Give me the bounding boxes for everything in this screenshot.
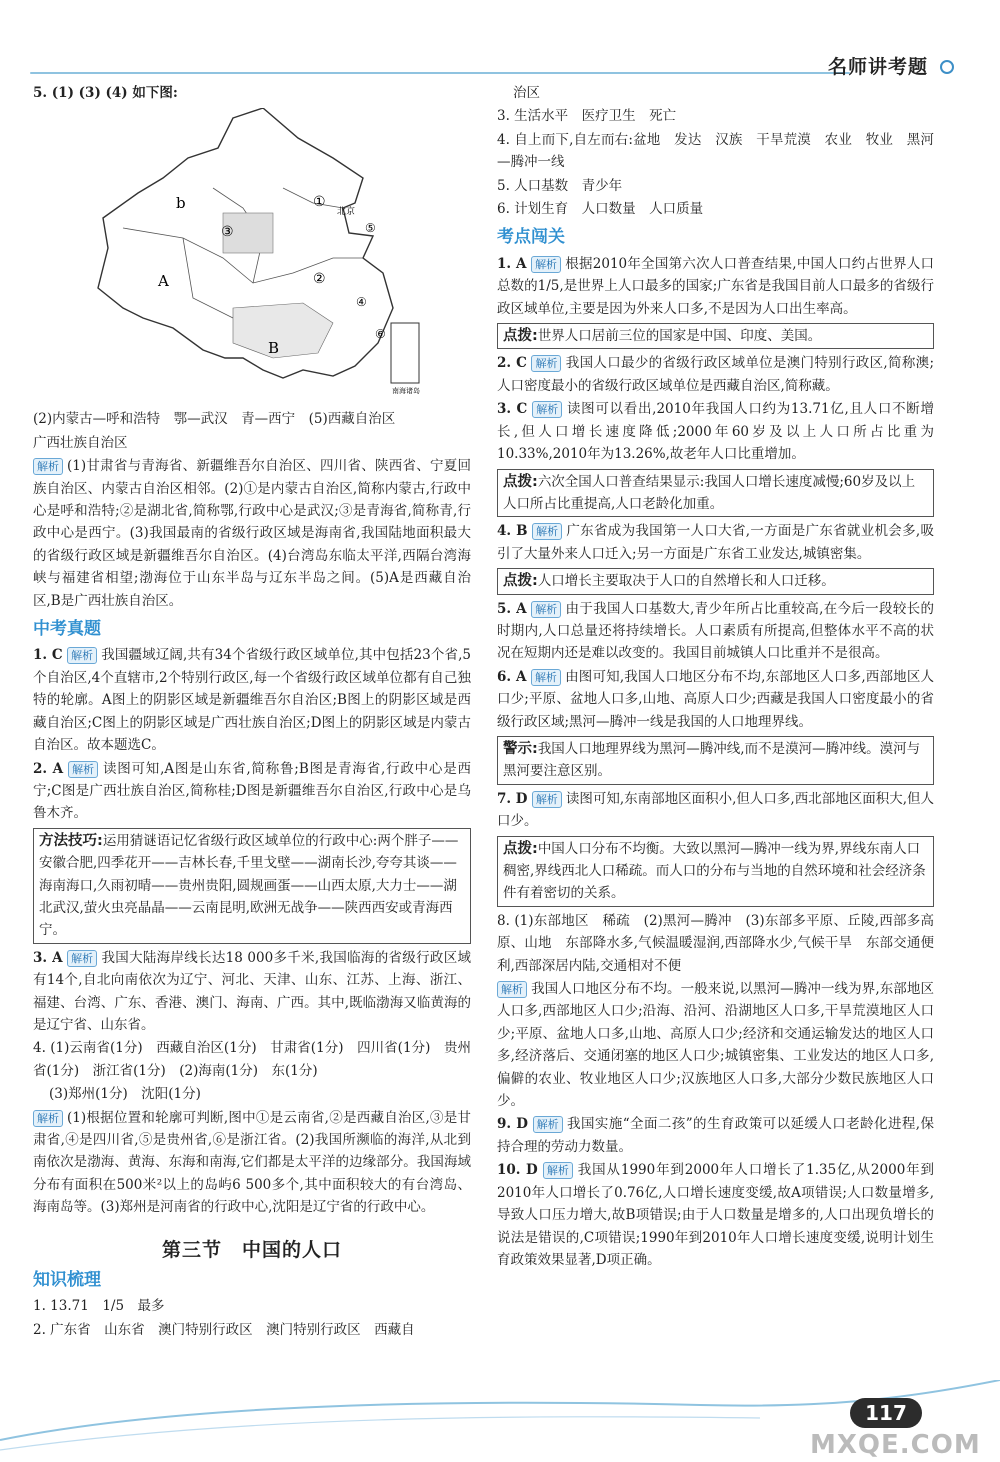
z1-explanation: 我国疆域辽阔,共有34个省级行政区域单位,其中包括23个省,5个自治区,4个直辖市,2个特别行政区,每一个省级行政区域单位都有自己独特的轮廓。A图上的阴影区域是新疆维吾尔自治区;B图上的阴影区域是西藏自治区;C图上的阴影区域是广西壮族自治区;D图上的阴影区域是内蒙古自治区。故本题选C。 bbox=[33, 647, 471, 754]
q5-explanation: (1)甘肃省与青海省、新疆维吾尔自治区、四川省、陕西省、宁夏回族自治区、内蒙古自治区相邻。(2)①是内蒙古自治区,简称内蒙古,行政中心是呼和浩特;②是湖北省,简称鄂,行政中心是武汉;③是青海省,简称青,行政中心是西宁。(3)我国最南的省级行政区域是海南省,我国陆地面积最大的省级行政区域是新疆维吾尔自治区。(4)台湾岛东临太平洋,西隔台湾海峡与福建省相望;渤海位于山东半岛与辽东半岛之间。(5)A是西藏自治区,B是广西壮族自治区。 bbox=[33, 458, 471, 609]
analysis-tag: 解析 bbox=[531, 256, 561, 273]
r3-answer: 3. C bbox=[497, 401, 528, 418]
section-kaodian-title: 考点闯关 bbox=[497, 227, 565, 248]
r2-answer: 2. C bbox=[497, 355, 527, 372]
left-column bbox=[33, 82, 471, 1342]
q5-head: 5. (1) (3) (4) 如下图: bbox=[33, 85, 178, 101]
analysis-tag: 解析 bbox=[531, 601, 561, 618]
analysis-tag: 解析 bbox=[67, 647, 97, 664]
z2-answer: 2. A bbox=[33, 760, 64, 777]
china-map bbox=[93, 108, 423, 400]
analysis-tag: 解析 bbox=[532, 791, 562, 808]
r1-explanation: 根据2010年全国第六次人口普查结果,中国人口约占世界人口总数的1/5,是世界上人口最多的国家;广东省是我国目前人口最多的省级行政区域单位,主要是因为外来人口多,不是因为人口出生率高。 bbox=[497, 255, 934, 317]
inset-label: 南海诸岛 bbox=[392, 387, 420, 396]
r9-answer: 9. D bbox=[497, 1116, 528, 1133]
analysis-tag: 解析 bbox=[531, 669, 561, 686]
tip-text: 人口增长主要取决于人口的自然增长和人口迁移。 bbox=[537, 573, 835, 590]
right-column bbox=[497, 82, 934, 1272]
method-tip-box bbox=[33, 828, 471, 944]
analysis-tag: 解析 bbox=[532, 523, 562, 540]
map-label: ④ bbox=[356, 295, 367, 310]
tip-box bbox=[497, 323, 934, 349]
map-label: ② bbox=[313, 271, 326, 288]
section-zhishi-title: 知识梳理 bbox=[33, 1270, 101, 1291]
method-tip-text: 运用猜谜语记忆省级行政区域单位的行政中心:两个胖子——安徽合肥,四季花开——吉林长春,千里戈壁——湖南长沙,夸夸其谈——海南海口,久雨初晴——贵州贵阳,圆规画蛋——山西太原,大力士——湖北武汉,萤火虫亮晶晶——云南昆明,欧洲无战争——陕西西安或青海西宁。 bbox=[39, 832, 459, 939]
r2-explanation: 我国人口最少的省级行政区域单位是澳门特别行政区,简称澳;人口密度最小的省级行政区域单位是西藏自治区,简称藏。 bbox=[497, 355, 934, 394]
map-label: A bbox=[158, 272, 169, 291]
tip-text: 中国人口分布不均衡。大致以黑河—腾冲一线为界,界线东南人口稠密,界线西北人口稀疏。而人口的分布与当地的自然环境和社会经济条件有着密切的关系。 bbox=[503, 840, 926, 902]
header-dot-icon bbox=[940, 60, 954, 74]
section-zhongkao-title: 中考真题 bbox=[33, 619, 101, 640]
tip-label: 点拨: bbox=[503, 840, 538, 857]
k3-answer: 3. 生活水平 医疗卫生 死亡 bbox=[497, 108, 677, 125]
r5-answer: 5. A bbox=[497, 600, 527, 617]
page-number: 117 bbox=[850, 1398, 922, 1428]
tip-text: 世界人口居前三位的国家是中国、印度、美国。 bbox=[537, 328, 822, 345]
r3-explanation: 读图可以看出,2010年我国人口约为13.71亿,且人口不断增长,但人口增长速度降低;2000年60岁及以上人口所占比重为10.33%,2010年为13.26%,故老年人口比重增加。 bbox=[497, 401, 934, 463]
analysis-tag: 解析 bbox=[68, 761, 98, 778]
k2-answer: 2. 广东省 山东省 澳门特别行政区 澳门特别行政区 西藏自 bbox=[33, 1321, 415, 1338]
header-title: 名师讲考题 bbox=[828, 56, 929, 78]
r6-explanation: 由图可知,我国人口地区分布不均,东部地区人口多,西部地区人口少;平原、盆地人口多,山地、高原人口少;西藏是我国人口密度最小的省级行政区域;黑河—腾冲一线是我国的人口地理界线。 bbox=[497, 668, 934, 730]
map-label: ③ bbox=[221, 224, 234, 241]
header-rule bbox=[30, 72, 850, 74]
method-tip-label: 方法技巧: bbox=[39, 832, 103, 849]
r6-answer: 6. A bbox=[497, 668, 527, 685]
china-map-svg bbox=[93, 108, 423, 400]
z3-answer: 3. A bbox=[33, 949, 63, 966]
map-label: ⑤ bbox=[365, 221, 376, 236]
tip-box bbox=[497, 469, 934, 518]
map-label: b bbox=[176, 194, 186, 213]
map-label: ① bbox=[313, 194, 326, 211]
analysis-tag: 解析 bbox=[543, 1162, 573, 1179]
q5-answer-line1: (2)内蒙古—呼和浩特 鄂—武汉 青—西宁 (5)西藏自治区 bbox=[33, 411, 396, 428]
chapter-title: 第三节 中国的人口 bbox=[161, 1238, 342, 1261]
z1-answer: 1. C bbox=[33, 647, 63, 664]
k4-answer: 4. 自上而下,自左而右:盆地 发达 汉族 干旱荒漠 农业 牧业 黑河—腾冲一线 bbox=[497, 131, 934, 171]
r7-explanation: 读图可知,东南部地区面积小,但人口多,西北部地区面积大,但人口少。 bbox=[497, 790, 934, 830]
r8-explanation: 我国人口地区分布不均。一般来说,以黑河—腾冲一线为界,东部地区人口多,西部地区人口少;沿海、沿河、沿湖地区人口多,干旱荒漠地区人口少;平原、盆地人口多,山地、高原人口少;经济和交通运输发达的地区人口多,经济落后、交通闭塞的地区人口少;城镇密集、工业发达的地区人口多,偏僻的农业、牧业地区人口少;汉族地区人口多,大部分少数民族地区人口少。 bbox=[497, 981, 934, 1110]
analysis-tag: 解析 bbox=[531, 355, 561, 372]
map-label: 北京 bbox=[337, 207, 356, 218]
warning-text: 我国人口地理界线为黑河—腾冲线,而不是漠河—腾冲线。漠河与黑河要注意区别。 bbox=[503, 740, 921, 780]
k6-answer: 6. 计划生育 人口数量 人口质量 bbox=[497, 201, 704, 218]
tip-label: 点拨: bbox=[503, 573, 538, 590]
z4-answer-line2: (3)郑州(1分) 沈阳(1分) bbox=[49, 1086, 201, 1103]
tip-label: 点拨: bbox=[503, 473, 538, 490]
tip-box bbox=[497, 836, 934, 907]
r5-explanation: 由于我国人口基数大,青少年所占比重较高,在今后一段较长的时期内,人口总量还将持续增长。人口素质有所提高,但整体水平不高的状况在短期内还是难以改变的。我国目前城镇人口比重并不是很高。 bbox=[497, 600, 934, 662]
r4-answer: 4. B bbox=[497, 523, 528, 540]
k5-answer: 5. 人口基数 青少年 bbox=[497, 177, 623, 194]
r8-answer: 8. (1)东部地区 稀疏 (2)黑河—腾冲 (3)东部多平原、丘陵,西部多高原、山地 东部降水多,气候温暖湿润,西部降水少,气候干旱 东部交通便利,西部深居内陆,交通相对不便 bbox=[497, 912, 934, 974]
analysis-tag: 解析 bbox=[532, 401, 562, 418]
q5-answer-line2: 广西壮族自治区 bbox=[33, 434, 128, 451]
tip-label: 点拨: bbox=[503, 328, 538, 345]
analysis-tag: 解析 bbox=[33, 1110, 63, 1127]
map-label: B bbox=[268, 339, 280, 358]
r10-explanation: 我国从1990年到2000年人口增长了1.35亿,从2000年到2010年人口增长了0.76亿,人口增长速度变缓,故A项错误;人口数量增多,导致人口压力增大,故B项错误;由于人口数量是增多的,人口出现负增长的说法是错误的,C项错误;1990年到2010年人口增长速度变缓,说明计划生育政策效果显著,D项正确。 bbox=[497, 1162, 934, 1268]
z2-explanation: 读图可知,A图是山东省,简称鲁;B图是青海省,行政中心是西宁;C图是广西壮族自治区,简称桂;D图是新疆维吾尔自治区,行政中心是乌鲁木齐。 bbox=[33, 760, 472, 822]
r7-answer: 7. D bbox=[497, 790, 528, 807]
r4-explanation: 广东省成为我国第一人口大省,一方面是广东省就业机会多,吸引了大量外来人口迁入;另一方面是广东省工业发达,城镇密集。 bbox=[497, 523, 934, 562]
warning-label: 警示: bbox=[503, 740, 538, 757]
z4-explanation: (1)根据位置和轮廓可判断,图中①是云南省,②是西藏自治区,③是甘肃省,④是四川省,⑤是贵州省,⑥是浙江省。(2)我国所濒临的海洋,从北到南依次是渤海、黄海、东海和南海,它们都是太平洋的边缘部分。我国海域分布有面积在500米²以上的岛屿6 500多个,其中面积较大的有台湾岛、海南岛等。(3)郑州是河南省的行政中心,沈阳是辽宁省的行政中心。 bbox=[33, 1109, 471, 1216]
tip-text: 六次全国人口普查结果显示:我国人口增长速度减慢;60岁及以上人口所占比重提高,人口老龄化加重。 bbox=[503, 473, 916, 512]
tip-box bbox=[497, 568, 934, 594]
z3-explanation: 我国大陆海岸线长达18 000多千米,我国临海的省级行政区域有14个,自北向南依次为辽宁、河北、天津、山东、江苏、上海、浙江、福建、台湾、广东、香港、澳门、海南、广西。其中,既临渤海又临黄海的是辽宁省、山东省。 bbox=[33, 949, 471, 1033]
k1-answer: 1. 13.71 1/5 最多 bbox=[33, 1298, 165, 1315]
r9-explanation: 我国实施“全面二孩”的生育政策可以延缓人口老龄化进程,保持合理的劳动力数量。 bbox=[497, 1116, 934, 1155]
map-label: ⑥ bbox=[375, 327, 386, 342]
r1-answer: 1. A bbox=[497, 255, 527, 272]
z4-answer-line1: 4. (1)云南省(1分) 西藏自治区(1分) 甘肃省(1分) 四川省(1分) 贵州省(1分) 浙江省(1分) (2)海南(1分) 东(1分) bbox=[33, 1040, 471, 1079]
analysis-tag: 解析 bbox=[33, 458, 63, 475]
watermark-text: MXQE.COM bbox=[810, 1430, 981, 1460]
analysis-tag: 解析 bbox=[67, 950, 97, 967]
analysis-tag: 解析 bbox=[497, 981, 527, 998]
k2-answer-cont: 治区 bbox=[513, 85, 540, 101]
analysis-tag: 解析 bbox=[533, 1116, 563, 1133]
warning-box bbox=[497, 736, 934, 785]
r10-answer: 10. D bbox=[497, 1162, 538, 1179]
inset-box bbox=[391, 323, 419, 383]
